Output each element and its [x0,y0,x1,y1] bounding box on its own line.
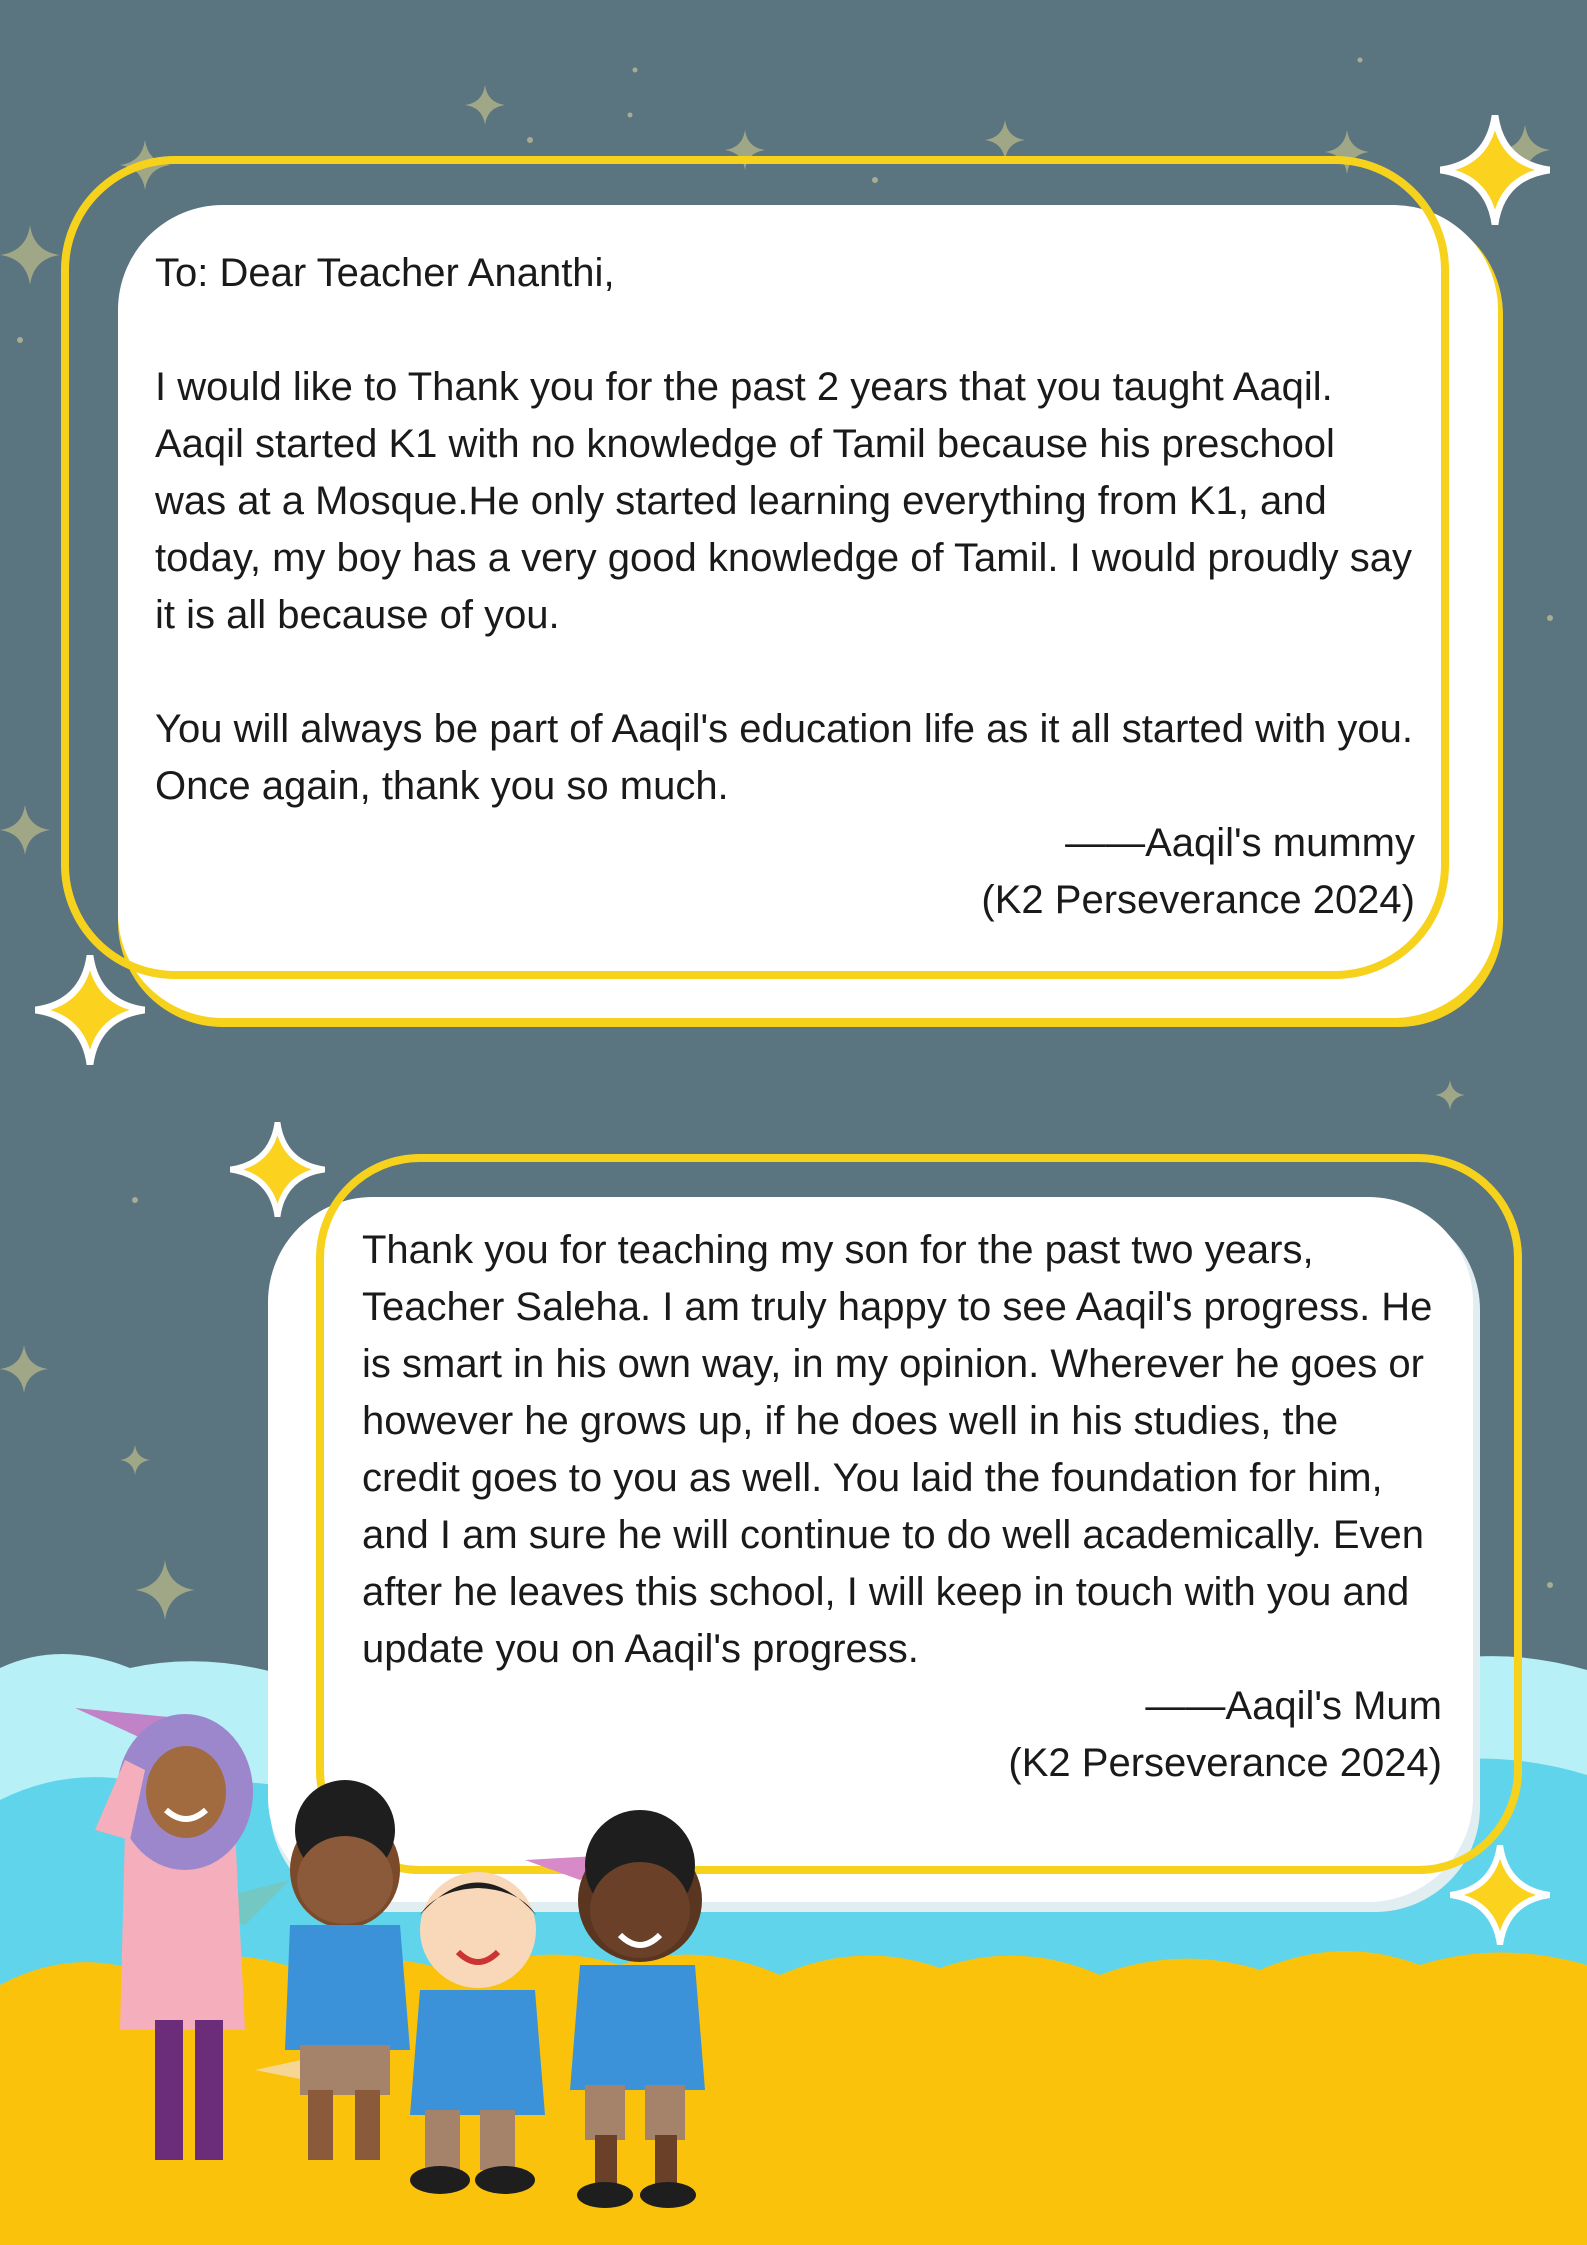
letter-1-paragraph-2: You will always be part of Aaqil's education life as it all started with you. Once again, thank you so much. [155,707,1413,808]
letter-2-signature: ——Aaqil's Mum [1145,1684,1442,1728]
letter-card-teacher-ananthi [155,245,1415,945]
letter-2-body: Thank you for teaching my son for the past two years, Teacher Saleha. I am truly happy to see Aaqil's progress. He is smart in his own way, in my opinion. Wherever he goes or however he grows up, if he does well in his studies, the credit goes to you as well. You laid the foundation for him, and I am sure he will continue to do well academically. Even after he leaves this school, I will keep in touch with you and update you on Aaqil's progress. [362,1228,1433,1671]
letter-1-signature: ——Aaqil's mummy [1065,821,1415,865]
letter-1-greeting: To: Dear Teacher Ananthi, [155,251,615,295]
letter-2-class-info: (K2 Perseverance 2024) [1008,1741,1442,1785]
letter-1-class-info: (K2 Perseverance 2024) [981,878,1415,922]
letter-card-teacher-saleha [362,1222,1442,1862]
letter-1-paragraph-1: I would like to Thank you for the past 2 years that you taught Aaqil. Aaqil started K1 with no knowledge of Tamil because his preschool was at a Mosque.He only started learning everything from K1, and today, my boy has a very good knowledge of Tamil. I would proudly say it is all because of you. [155,365,1412,637]
